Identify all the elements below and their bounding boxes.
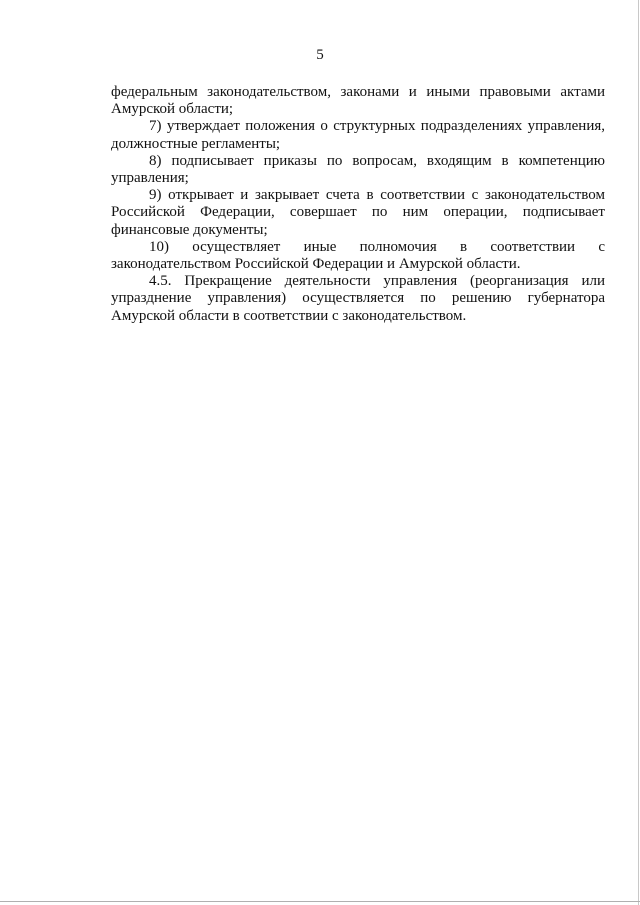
paragraph-item-7: 7) утверждает положения о структурных подразделениях управления, должностные регламенты; xyxy=(111,118,605,152)
paragraph-item-8: 8) подписывает приказы по вопросам, входящим в компетенцию управления; xyxy=(111,152,605,187)
scan-edge-right xyxy=(638,0,639,905)
page-number: 5 xyxy=(316,47,324,63)
paragraph-item-10: 10) осуществляет иные полномочия в соответствии с законодательством Российской Федерации и Амурской области. xyxy=(111,238,605,273)
paragraph-4-5: 4.5. Прекращение деятельности управления (реорганизация или упразднение управления) осуществляется по решению губернатора Амурской области в соответствии с законодательством. xyxy=(111,273,605,324)
document-body xyxy=(111,84,605,325)
paragraph-continuation: федеральным законодательством, законами и иными правовыми актами Амурской области; xyxy=(111,84,605,118)
scan-edge-bottom xyxy=(0,901,640,902)
paragraph-item-9: 9) открывает и закрывает счета в соответствии с законодательством Российской Федерации, совершает по ним операции, подписывает финансовые документы; xyxy=(111,187,605,238)
